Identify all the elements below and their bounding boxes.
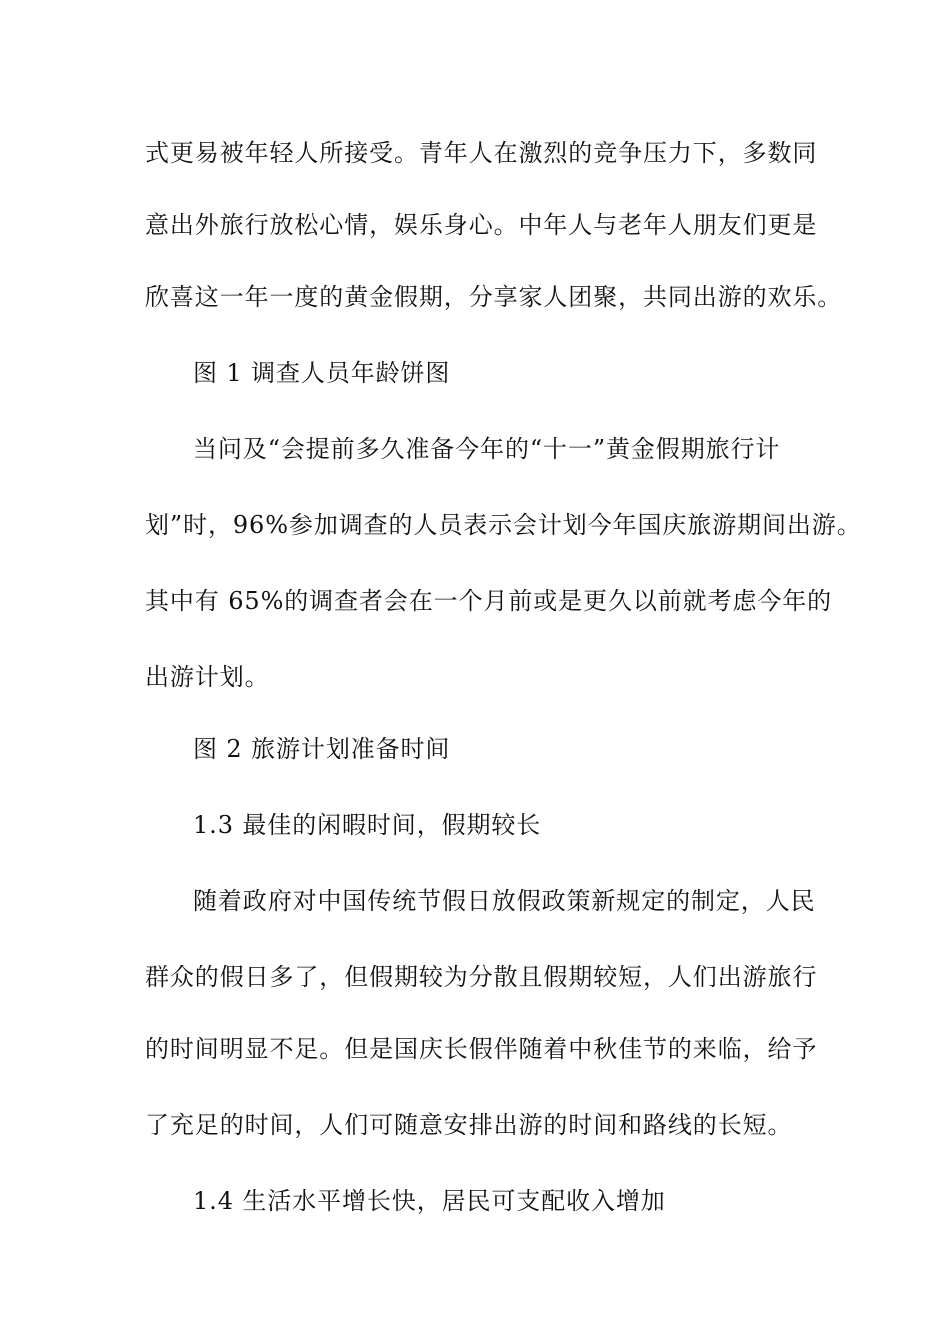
paragraph-line: 随着政府对中国传统节假日放假政策新规定的制定，人民 [193, 887, 816, 915]
paragraph-line: 意出外旅行放松心情，娱乐身心。中年人与老年人朋友们更是 [145, 211, 818, 239]
paragraph-line: 当问及“会提前多久准备今年的“十一”黄金假期旅行计 [193, 435, 781, 463]
paragraph-line: 式更易被年轻人所接受。青年人在激烈的竞争压力下，多数同 [145, 139, 818, 167]
paragraph-line: 欣喜这一年一度的黄金假期，分享家人团聚，共同出游的欢乐。 [145, 283, 843, 311]
paragraph-line: 其中有 65%的调查者会在一个月前或是更久以前就考虑今年的 [145, 587, 833, 615]
section-heading: 1.3 最佳的闲暇时间，假期较长 [193, 811, 542, 839]
figure-caption: 图 2 旅游计划准备时间 [193, 735, 451, 763]
paragraph-line: 了充足的时间，人们可随意安排出游的时间和路线的长短。 [145, 1111, 793, 1139]
figure-caption: 图 1 调查人员年龄饼图 [193, 359, 451, 387]
paragraph-line: 群众的假日多了，但假期较为分散且假期较短，人们出游旅行 [145, 963, 818, 991]
paragraph-line: 划”时，96%参加调查的人员表示会计划今年国庆旅游期间出游。 [145, 511, 862, 539]
section-heading: 1.4 生活水平增长快，居民可支配收入增加 [193, 1187, 666, 1215]
paragraph-line: 的时间明显不足。但是国庆长假伴随着中秋佳节的来临，给予 [145, 1035, 818, 1063]
paragraph-line: 出游计划。 [145, 663, 270, 691]
